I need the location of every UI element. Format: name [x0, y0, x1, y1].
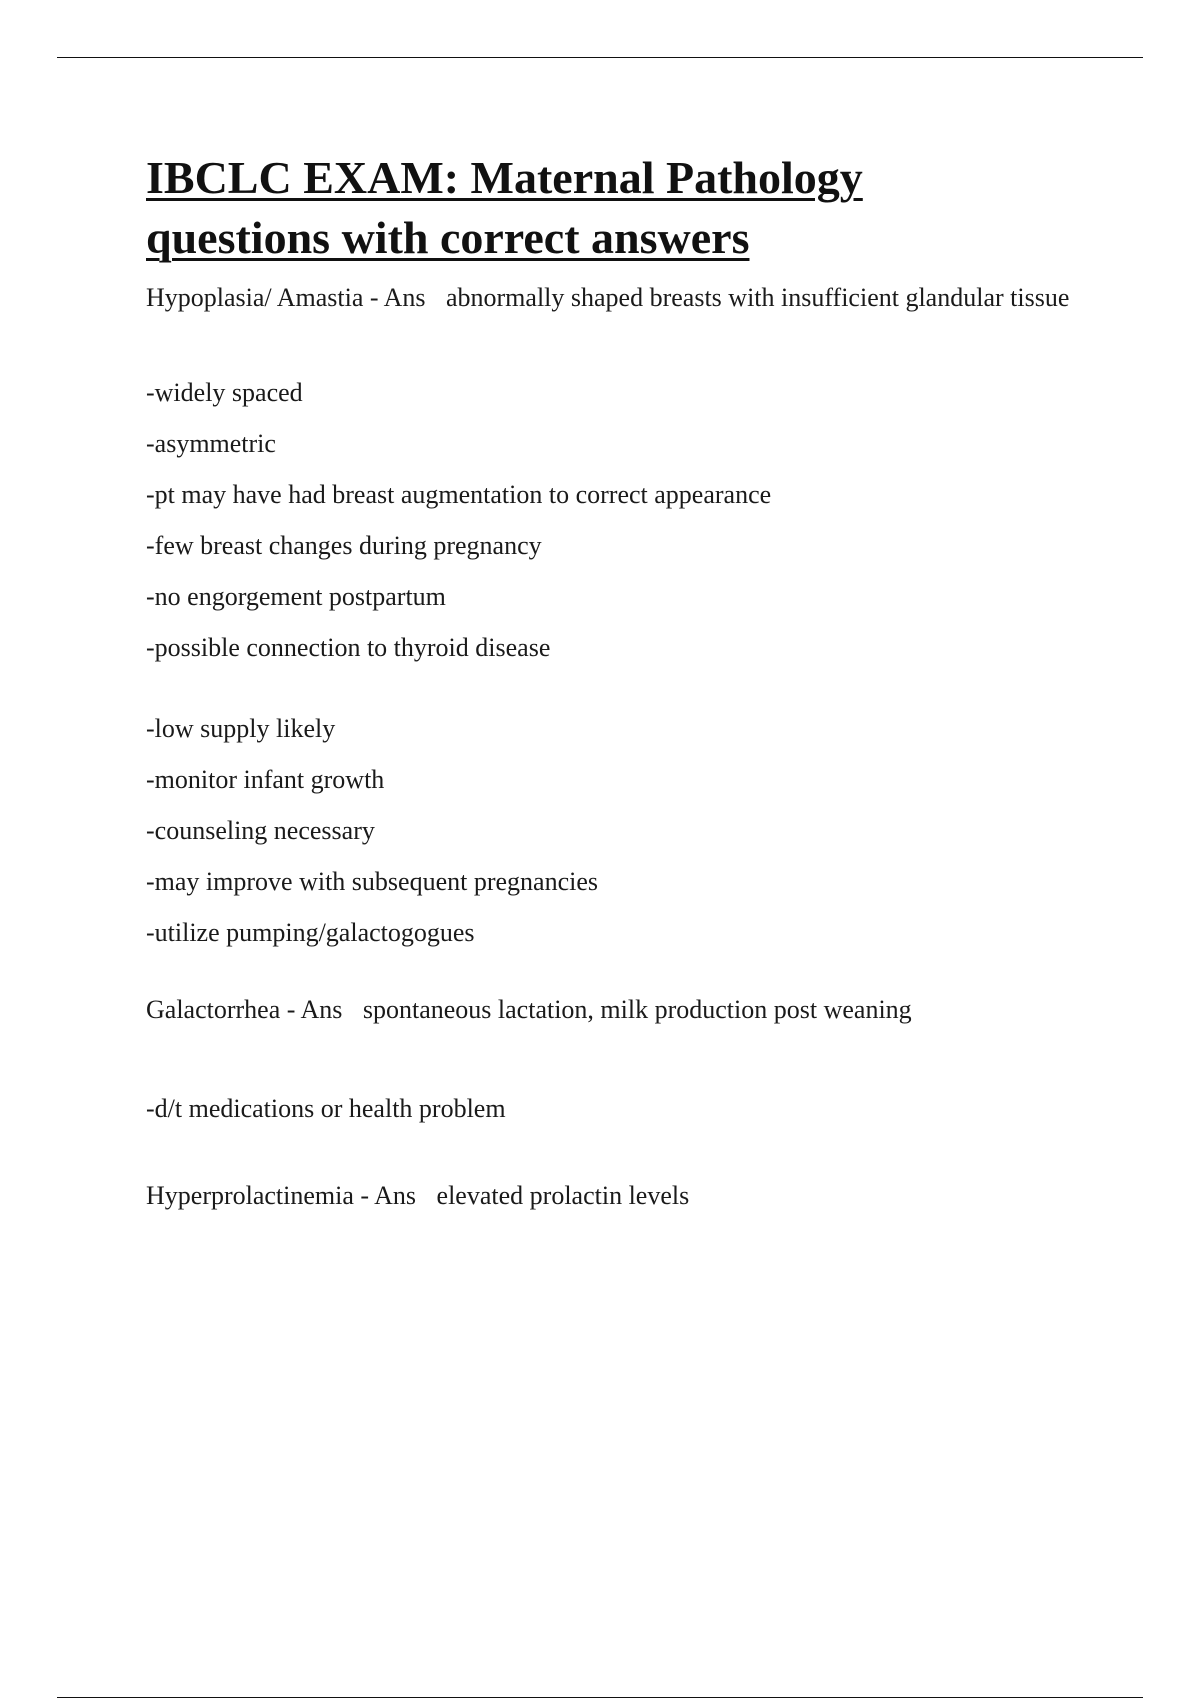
- list-item: -few breast changes during pregnancy: [146, 531, 542, 560]
- list-item: -may improve with subsequent pregnancies: [146, 867, 598, 896]
- list-item: -pt may have had breast augmentation to correct appearance: [146, 480, 772, 509]
- qa-answer: abnormally shaped breasts with insufficient glandular tissue: [445, 283, 1070, 312]
- qa-separator: - Ans: [369, 283, 426, 312]
- qa-answer: elevated prolactin levels: [436, 1181, 690, 1210]
- qa-entry-hypoplasia: [146, 280, 1106, 316]
- qa-separator: - Ans: [286, 995, 343, 1024]
- qa-term: Hypoplasia/ Amastia: [146, 283, 364, 312]
- hypoplasia-signs-list: [146, 378, 1106, 663]
- list-item: -widely spaced: [146, 378, 303, 407]
- qa-separator: - Ans: [360, 1181, 417, 1210]
- list-item: -no engorgement postpartum: [146, 582, 446, 611]
- bottom-rule: [57, 1697, 1143, 1698]
- qa-term: Hyperprolactinemia: [146, 1181, 354, 1210]
- qa-entry-hyperprolactinemia: [146, 1178, 1106, 1214]
- qa-term: Galactorrhea: [146, 995, 281, 1024]
- list-item: -possible connection to thyroid disease: [146, 633, 551, 662]
- top-rule: [57, 57, 1143, 58]
- title-line-1: IBCLC EXAM: Maternal Pathology: [146, 152, 863, 203]
- list-item: -counseling necessary: [146, 816, 375, 845]
- galactorrhea-note: -d/t medications or health problem: [146, 1094, 506, 1123]
- title-line-2: questions with correct answers: [146, 212, 750, 263]
- document-body: [146, 148, 1106, 1214]
- hypoplasia-management-list: [146, 714, 1106, 948]
- list-item: -asymmetric: [146, 429, 276, 458]
- list-item: -utilize pumping/galactogogues: [146, 918, 475, 947]
- list-item: -monitor infant growth: [146, 765, 385, 794]
- qa-entry-galactorrhea: [146, 992, 1106, 1028]
- document-title: [146, 148, 1106, 268]
- qa-answer: spontaneous lactation, milk production post weaning: [362, 995, 912, 1024]
- list-item: -low supply likely: [146, 714, 336, 743]
